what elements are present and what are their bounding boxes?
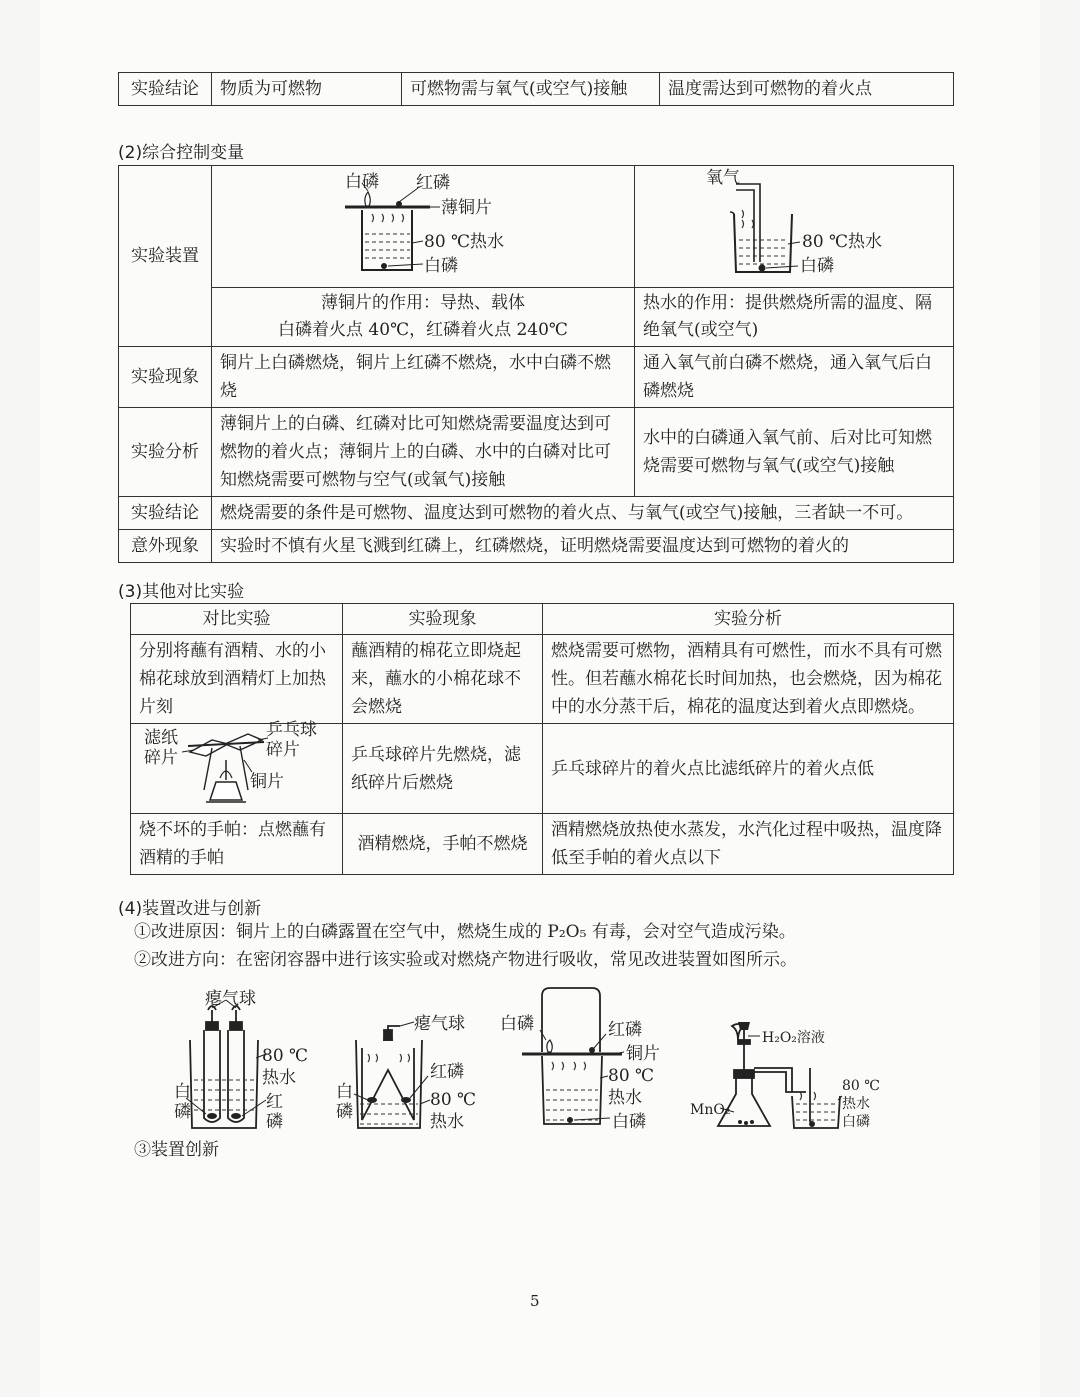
s3-pingpong-label: 乒乓球碎片	[266, 720, 317, 760]
d4-mno2-label: MnO₂	[690, 1102, 731, 1118]
s3-r3-experiment: 烧不坏的手帕：点燃蘸有酒精的手帕	[131, 814, 343, 875]
d2-hot-water-label: 80 ℃热水	[802, 232, 883, 252]
d1-water-label: 热水	[262, 1068, 296, 1088]
s3-header-3: 实验分析	[543, 604, 954, 635]
d1-white-p-label: 白磷	[345, 172, 379, 192]
d2-temp-label: 80 ℃	[430, 1090, 477, 1110]
d4-h2o2-label: H₂O₂溶液	[762, 1030, 825, 1046]
page-number: 5	[530, 1292, 540, 1310]
d2-rp-label: 红磷	[430, 1062, 464, 1082]
s3-r2-analysis: 乒乓球碎片的着火点比滤纸碎片的着火点低	[543, 724, 954, 814]
conclusion-text: 燃烧需要的条件是可燃物、温度达到可燃物的着火点、与氧气(或空气)接触，三者缺一不可。	[212, 497, 954, 530]
d1-copper-label: 薄铜片	[441, 198, 492, 218]
section-4-heading: (4)装置改进与创新	[118, 899, 262, 919]
row-label-apparatus: 实验装置	[119, 166, 212, 347]
analysis-left: 薄铜片上的白磷、红磷对比可知燃烧需要温度达到可燃物的着火点；薄铜片上的白磷、水中的白磷对比可知燃烧需要可燃物与空气(或氧气)接触	[212, 408, 635, 497]
s3-filter-label: 滤纸碎片	[144, 728, 178, 768]
accident-text: 实验时不慎有火星飞溅到红磷上，红磷燃烧，证明燃烧需要温度达到可燃物的着火的	[212, 530, 954, 563]
d3-temp-label: 80 ℃	[608, 1066, 655, 1086]
s3-r3-analysis: 酒精燃烧放热使水蒸发，水汽化过程中吸热，温度降低至手帕的着火点以下	[543, 814, 954, 875]
s3-r3-phenomenon: 酒精燃烧，手帕不燃烧	[343, 814, 543, 875]
d4-temp-label: 80 ℃	[842, 1078, 880, 1094]
phenomenon-right: 通入氧气前白磷不燃烧，通入氧气后白磷燃烧	[635, 347, 954, 408]
d1-red-p-label: 红磷	[416, 173, 450, 193]
s4-line-3: ③装置创新	[134, 1140, 219, 1160]
row-label-phenomenon: 实验现象	[119, 347, 212, 408]
d2-wp-label: 白磷	[336, 1082, 353, 1122]
analysis-right: 水中的白磷通入氧气前、后对比可知燃烧需要可燃物与氧气(或空气)接触	[635, 408, 954, 497]
note-right: 热水的作用：提供燃烧所需的温度、隔绝氧气(或空气)	[635, 288, 954, 347]
row-label-accident: 意外现象	[119, 530, 212, 563]
s3-header-2: 实验现象	[343, 604, 543, 635]
d4-wp-label: 白磷	[842, 1114, 870, 1130]
note-left-line-1: 薄铜片的作用：导热、载体	[321, 293, 525, 313]
s3-header-1: 对比实验	[131, 604, 343, 635]
top-label: 实验结论	[119, 73, 212, 106]
section-2-heading: (2)综合控制变量	[118, 143, 245, 163]
d2-oxygen-label: 氧气	[706, 168, 740, 188]
s3-r2-phenomenon: 乒乓球碎片先燃烧，滤纸碎片后燃烧	[343, 724, 543, 814]
row-label-conclusion: 实验结论	[119, 497, 212, 530]
s3-r1-experiment: 分别将蘸有酒精、水的小棉花球放到酒精灯上加热片刻	[131, 635, 343, 724]
s4-line-2: ②改进方向：在密闭容器中进行该实验或对燃烧产物进行吸收，常见改进装置如图所示。	[134, 950, 797, 970]
s4-line-1: ①改进原因：铜片上的白磷露置在空气中，燃烧生成的 P₂O₅ 有毒，会对空气造成污染。	[134, 922, 796, 942]
s3-r1-phenomenon: 蘸酒精的棉花立即烧起来，蘸水的小棉花球不会燃烧	[343, 635, 543, 724]
note-left-line-2: 白磷着火点 40℃，红磷着火点 240℃	[278, 320, 568, 340]
d3-wp-label: 白磷	[500, 1014, 534, 1034]
d2-white-p-label: 白磷	[800, 256, 834, 276]
d1-white-p-bottom-label: 白磷	[424, 256, 458, 276]
d1-temp-label: 80 ℃	[262, 1046, 309, 1066]
d1-rp-label: 红磷	[266, 1092, 283, 1132]
top-cell-3: 温度需达到可燃物的着火点	[660, 73, 954, 106]
d3-wp2-label: 白磷	[612, 1112, 646, 1132]
d1-balloon-label: 瘪气球	[205, 989, 256, 1009]
top-cell-2: 可燃物需与氧气(或空气)接触	[402, 73, 660, 106]
d3-water-label: 热水	[608, 1088, 642, 1108]
d4-water-label: 热水	[842, 1096, 870, 1112]
phenomenon-left: 铜片上白磷燃烧，铜片上红磷不燃烧，水中白磷不燃烧	[212, 347, 635, 408]
s3-copper-label: 铜片	[250, 772, 284, 792]
top-cell-1: 物质为可燃物	[212, 73, 402, 106]
row-label-analysis: 实验分析	[119, 408, 212, 497]
d2-water-label: 热水	[430, 1112, 464, 1132]
d1-hot-water-label: 80 ℃热水	[424, 232, 505, 252]
d2-balloon-label: 瘪气球	[414, 1014, 465, 1034]
d3-cu-label: 铜片	[626, 1044, 660, 1064]
d3-rp-label: 红磷	[608, 1020, 642, 1040]
d1-wp-label: 白磷	[174, 1082, 191, 1122]
s3-r1-analysis: 燃烧需要可燃物，酒精具有可燃性，而水不具有可燃性。但若蘸水棉花长时间加热，也会燃烧，因为棉花中的水分蒸干后，棉花的温度达到着火点即燃烧。	[543, 635, 954, 724]
section-3-heading: (3)其他对比实验	[118, 582, 245, 602]
